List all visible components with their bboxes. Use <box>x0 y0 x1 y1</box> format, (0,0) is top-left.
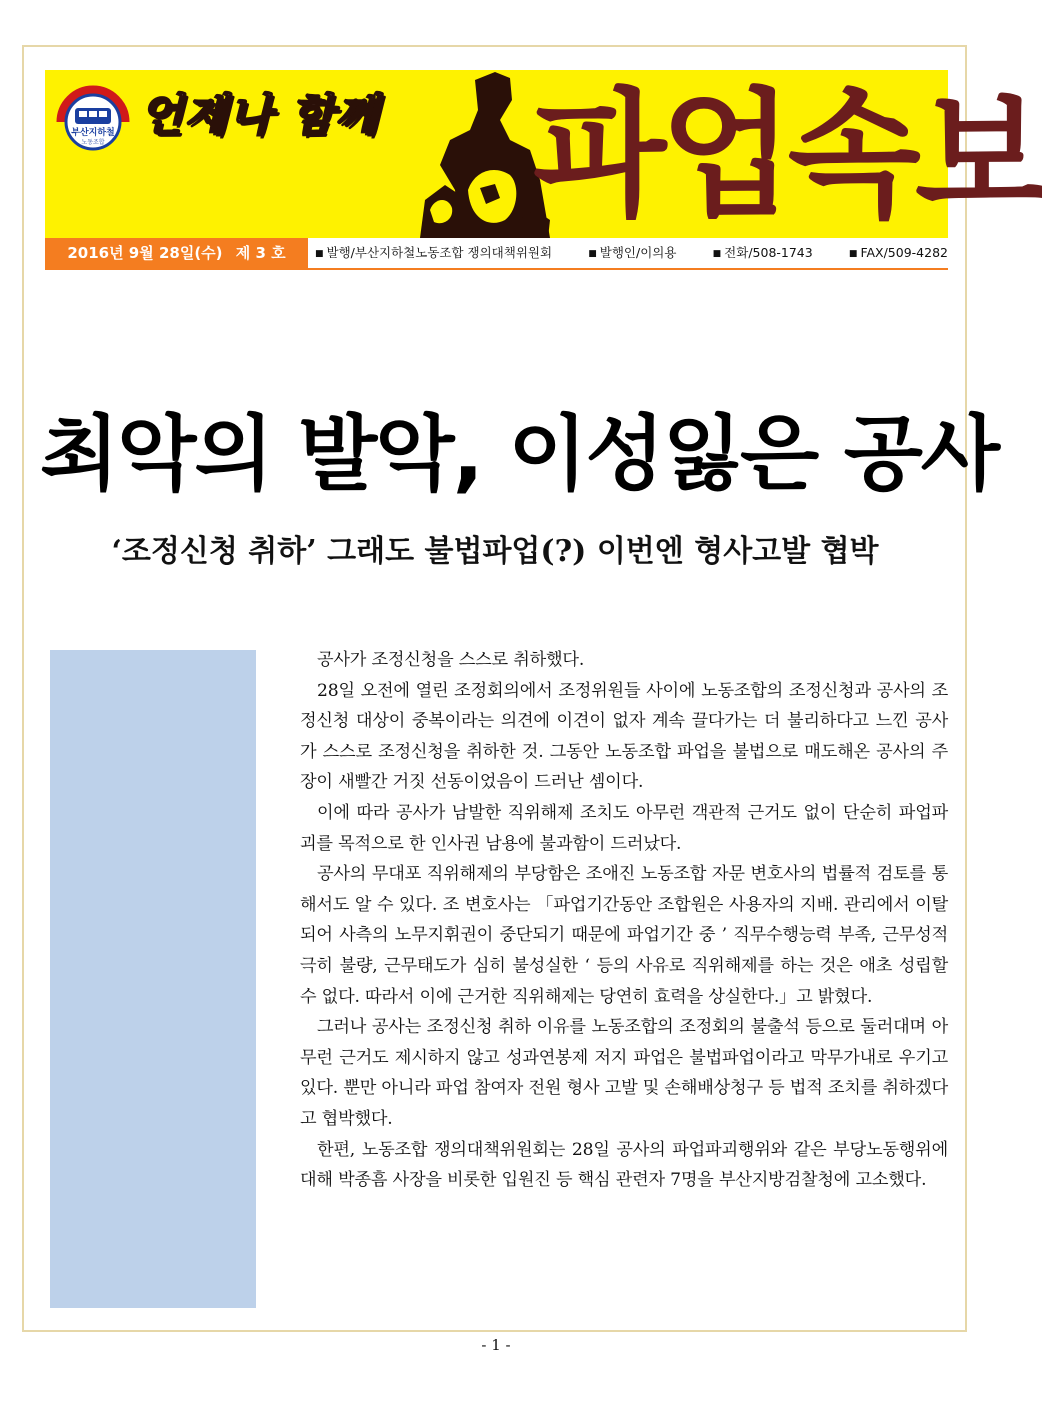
article-paragraph: 한편, 노동조합 쟁의대책위원회는 28일 공사의 파업파괴행위와 같은 부당노동행위에 대해 박종흠 사장을 비롯한 입원진 등 핵심 관련자 7명을 부산지방검찰청에 고소했다. <box>300 1139 948 1191</box>
issue-info-bar <box>45 238 948 268</box>
article-paragraph: 공사의 무대포 직위해제의 부당함은 조애진 노동조합 자문 변호사의 법률적 검토를 통해서도 알 수 있다. 조 변호사는 「파업기간동안 조합원은 사용자의 지배. 관리에서 이탈되어 사측의 노무지휘권이 중단되기 때문에 파업기간 중 ’ 직무수행능력 부족, 근무성적 극히 불량, 근무태도가 심히 불성실한 ‘ 등의 사유로 직위해제를 하는 것은 애초 성립할 수 없다. 따라서 이에 근거한 직위해제는 당연히 효력을 상실한다.」고 밝혔다. <box>300 864 948 1007</box>
headline: 최악의 발악, 이성잃은 공사 <box>40 406 999 502</box>
subheadline: ‘조정신청 취하’ 그래도 불법파업(?) 이번엔 형사고발 협박 <box>111 533 879 569</box>
issue-date-box <box>45 238 308 268</box>
publisher: ■ 발행/부산지하철노동조합 쟁의대책위원회 <box>315 238 552 268</box>
masthead-title: 파업속보 <box>533 75 1042 236</box>
sidebar-image-placeholder <box>50 650 256 1308</box>
union-logo-icon <box>53 78 133 158</box>
masthead-slogan: 언제나 함께 <box>140 90 380 141</box>
article-paragraph: 공사가 조정신청을 스스로 취하했다. <box>317 650 585 670</box>
fax: ■ FAX/509-4282 <box>849 238 948 268</box>
logo-text-bottom: 노동조합 <box>81 139 105 146</box>
article-paragraph: 그러나 공사는 조정신청 취하 이유를 노동조합의 조정회의 불출석 등으로 둘러대며 아무런 근거도 제시하지 않고 성과연봉제 저지 파업은 불법파업이라고 막무가내로 우기고 있다. 뿐만 아니라 파업 참여자 전원 형사 고발 및 손해배상청구 등 법적 조치를 취하겠다고 협박했다. <box>300 1017 948 1129</box>
phone: ■ 전화/508-1743 <box>713 238 813 268</box>
issuer: ■ 발행인/이의용 <box>588 238 676 268</box>
masthead <box>45 70 1042 238</box>
article-body <box>300 645 948 1196</box>
issue-date: 2016년 9월 28일(수) <box>67 244 223 262</box>
issue-number: 제 3 호 <box>235 244 286 262</box>
page-number: - 1 - <box>481 1336 511 1354</box>
infobar-divider <box>45 268 948 270</box>
logo-text-top: 부산지하철 <box>71 128 115 138</box>
publisher-info <box>315 238 948 268</box>
article-paragraph: 이에 따라 공사가 남발한 직위해제 조치도 아무런 객관적 근거도 없이 단순히 파업파괴를 목적으로 한 인사권 남용에 불과함이 드러났다. <box>300 802 948 854</box>
article-paragraph: 28일 오전에 열린 조정회의에서 조정위원들 사이에 노동조합의 조정신청과 공사의 조정신청 대상이 중복이라는 의견에 이견이 없자 계속 끌다가는 더 불리하다고 느낀 공사가 스스로 조정신청을 취하한 것. 그동안 노동조합 파업을 불법으로 매도해온 공사의 주장이 새빨간 거짓 선동이었음이 드러난 셈이다. <box>300 680 948 793</box>
